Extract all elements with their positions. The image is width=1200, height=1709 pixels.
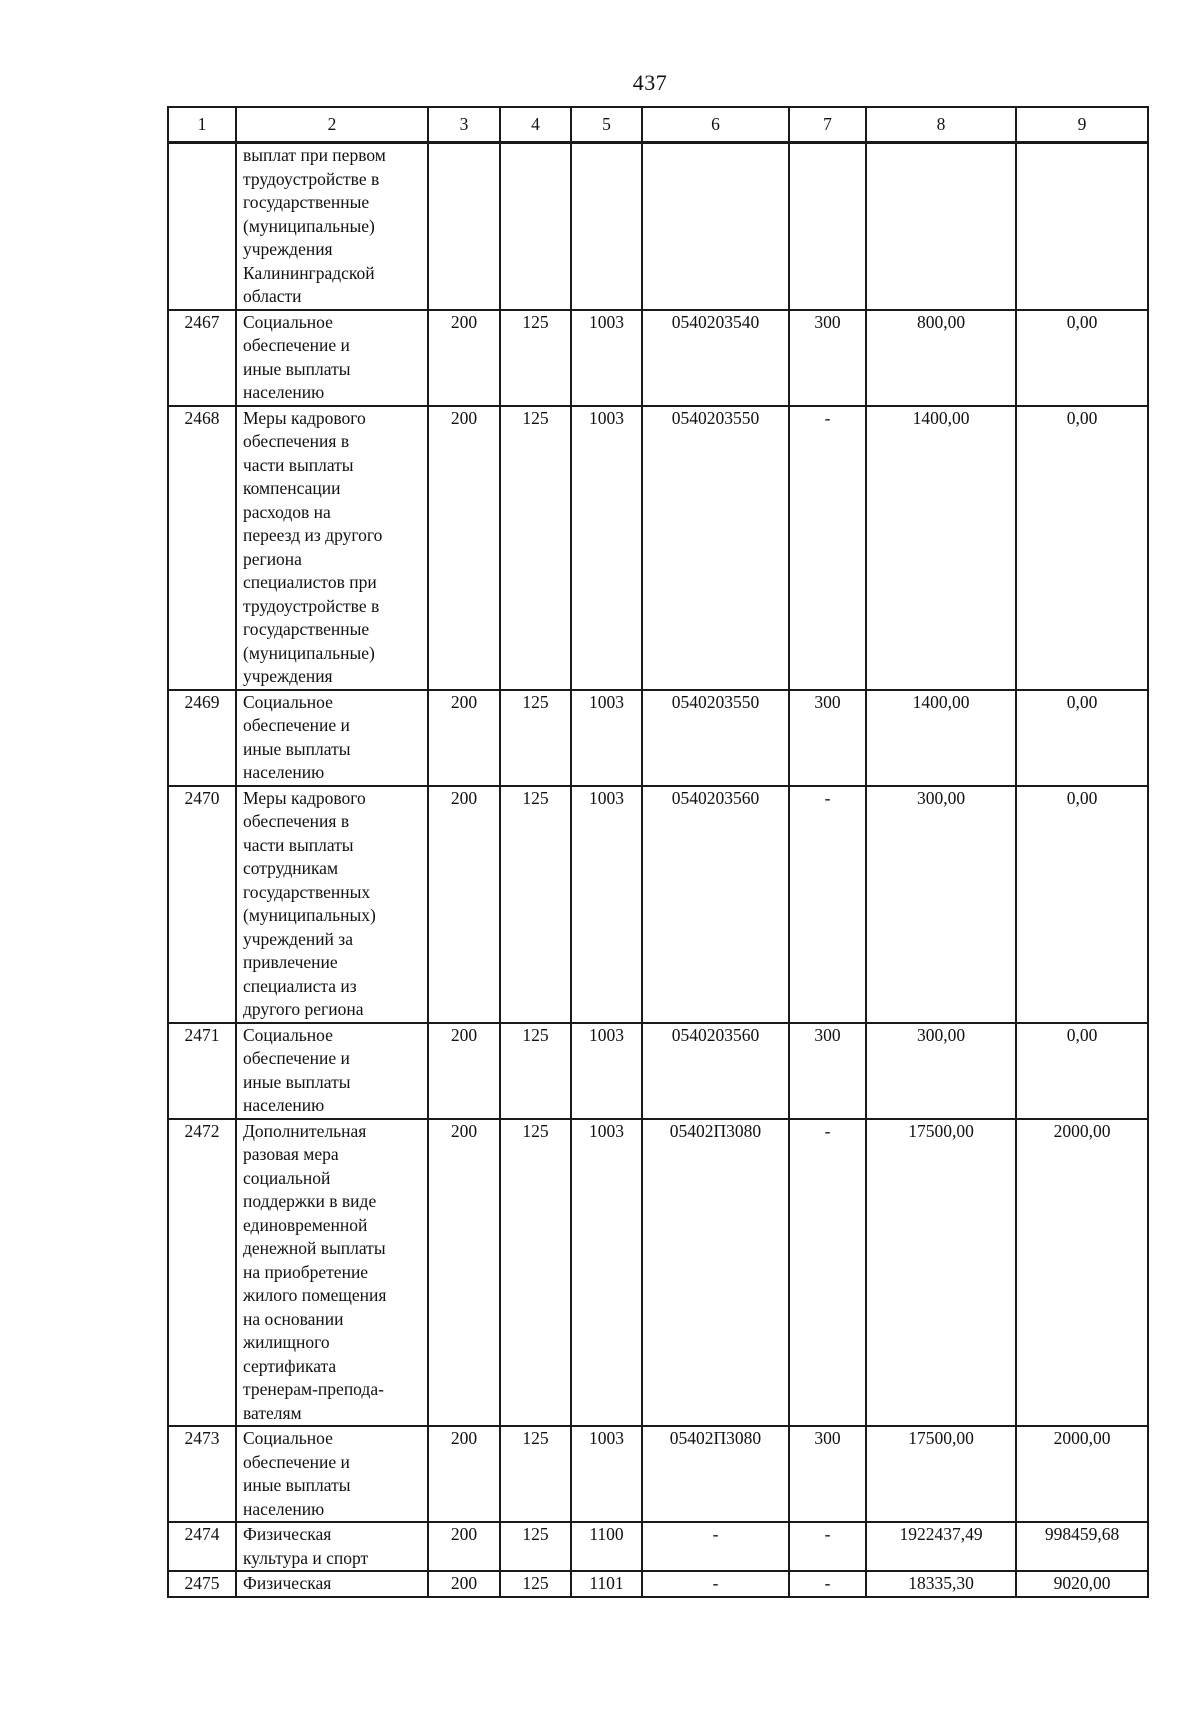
row-col-4: 125 — [500, 786, 571, 1023]
row-name: Социальное обеспечение и иные выплаты населению — [236, 690, 428, 786]
row-col-8: 18335,30 — [866, 1571, 1016, 1597]
header-col-6: 6 — [642, 107, 789, 143]
row-col-3: 200 — [428, 1571, 500, 1597]
row-col-7: - — [789, 786, 866, 1023]
table-header-row — [168, 107, 1148, 143]
row-col-6: 05402П3080 — [642, 1119, 789, 1427]
row-col-9: 998459,68 — [1016, 1522, 1148, 1571]
row-col-5: 1101 — [571, 1571, 642, 1597]
row-number: 2471 — [168, 1023, 236, 1119]
header-col-4: 4 — [500, 107, 571, 143]
table-row — [168, 786, 1148, 1023]
row-col-5: 1003 — [571, 1023, 642, 1119]
row-col-7: 300 — [789, 1023, 866, 1119]
budget-table — [167, 106, 1149, 1598]
row-col-8: 300,00 — [866, 1023, 1016, 1119]
row-col-4: 125 — [500, 1571, 571, 1597]
row-col-6: - — [642, 1571, 789, 1597]
row-col-9: 0,00 — [1016, 1023, 1148, 1119]
row-col-3: 200 — [428, 690, 500, 786]
row-col-5: 1003 — [571, 1119, 642, 1427]
row-col-7: - — [789, 406, 866, 690]
table-row — [168, 143, 1148, 310]
row-col-3: 200 — [428, 786, 500, 1023]
row-col-4: 125 — [500, 1522, 571, 1571]
row-col-7: - — [789, 1522, 866, 1571]
row-col-6: 0540203550 — [642, 406, 789, 690]
row-col-5: 1100 — [571, 1522, 642, 1571]
row-name: Физическая — [236, 1571, 428, 1597]
row-number: 2474 — [168, 1522, 236, 1571]
row-col-6: 0540203560 — [642, 786, 789, 1023]
row-col-9: 0,00 — [1016, 406, 1148, 690]
row-number: 2472 — [168, 1119, 236, 1427]
row-col-3: 200 — [428, 1119, 500, 1427]
row-col-3: 200 — [428, 1522, 500, 1571]
row-col-8: 17500,00 — [866, 1426, 1016, 1522]
row-col-3: 200 — [428, 1426, 500, 1522]
table-row — [168, 1023, 1148, 1119]
row-col-4: 125 — [500, 690, 571, 786]
row-col-8: 1400,00 — [866, 690, 1016, 786]
row-col-6: 0540203560 — [642, 1023, 789, 1119]
row-col-3 — [428, 143, 500, 310]
row-col-6: 0540203550 — [642, 690, 789, 786]
row-col-4: 125 — [500, 1426, 571, 1522]
header-col-3: 3 — [428, 107, 500, 143]
row-name: Меры кадрового обеспечения в части выплаты компенсации расходов на переезд из другого региона специалистов при трудоустройстве в государственные (муниципальные) учреждения — [236, 406, 428, 690]
row-name: Социальное обеспечение и иные выплаты населению — [236, 310, 428, 406]
row-col-5: 1003 — [571, 690, 642, 786]
row-number: 2473 — [168, 1426, 236, 1522]
row-col-5: 1003 — [571, 1426, 642, 1522]
row-number: 2469 — [168, 690, 236, 786]
table-row — [168, 690, 1148, 786]
row-number: 2470 — [168, 786, 236, 1023]
row-col-8: 17500,00 — [866, 1119, 1016, 1427]
row-number: 2467 — [168, 310, 236, 406]
row-col-9: 9020,00 — [1016, 1571, 1148, 1597]
row-col-8: 1400,00 — [866, 406, 1016, 690]
row-col-6: 0540203540 — [642, 310, 789, 406]
table-row — [168, 1426, 1148, 1522]
row-col-7: 300 — [789, 690, 866, 786]
header-col-5: 5 — [571, 107, 642, 143]
row-name: Меры кадрового обеспечения в части выплаты сотрудникам государственных (муниципальных) учреждений за привлечение специалиста из другого региона — [236, 786, 428, 1023]
row-col-9: 2000,00 — [1016, 1426, 1148, 1522]
row-col-6: - — [642, 1522, 789, 1571]
page-number: 437 — [632, 70, 668, 95]
row-name: Социальное обеспечение и иные выплаты населению — [236, 1426, 428, 1522]
row-col-9: 0,00 — [1016, 310, 1148, 406]
row-col-7: - — [789, 1571, 866, 1597]
header-col-9: 9 — [1016, 107, 1148, 143]
row-col-5 — [571, 143, 642, 310]
header-col-7: 7 — [789, 107, 866, 143]
table-row — [168, 1571, 1148, 1597]
row-name: выплат при первом трудоустройстве в государственные (муниципальные) учреждения Калининградской области — [236, 143, 428, 310]
header-col-8: 8 — [866, 107, 1016, 143]
row-col-9: 2000,00 — [1016, 1119, 1148, 1427]
row-col-4: 125 — [500, 1119, 571, 1427]
row-col-8 — [866, 143, 1016, 310]
header-col-2: 2 — [236, 107, 428, 143]
row-col-5: 1003 — [571, 310, 642, 406]
row-col-9: 0,00 — [1016, 690, 1148, 786]
row-number: 2468 — [168, 406, 236, 690]
table-row — [168, 1119, 1148, 1427]
row-col-3: 200 — [428, 310, 500, 406]
header-col-1: 1 — [168, 107, 236, 143]
row-name: Физическая культура и спорт — [236, 1522, 428, 1571]
row-col-3: 200 — [428, 1023, 500, 1119]
row-col-4 — [500, 143, 571, 310]
row-col-9: 0,00 — [1016, 786, 1148, 1023]
row-number — [168, 143, 236, 310]
row-col-5: 1003 — [571, 786, 642, 1023]
row-col-8: 1922437,49 — [866, 1522, 1016, 1571]
row-number: 2475 — [168, 1571, 236, 1597]
row-col-8: 300,00 — [866, 786, 1016, 1023]
row-col-3: 200 — [428, 406, 500, 690]
row-col-7: 300 — [789, 1426, 866, 1522]
row-col-7: - — [789, 1119, 866, 1427]
row-name: Социальное обеспечение и иные выплаты населению — [236, 1023, 428, 1119]
row-col-8: 800,00 — [866, 310, 1016, 406]
table-row — [168, 310, 1148, 406]
table-row — [168, 1522, 1148, 1571]
table-row — [168, 406, 1148, 690]
row-col-4: 125 — [500, 406, 571, 690]
row-col-9 — [1016, 143, 1148, 310]
row-col-6: 05402П3080 — [642, 1426, 789, 1522]
row-name: Дополнительная разовая мера социальной поддержки в виде единовременной денежной выплаты на приобретение жилого помещения на основании жилищного сертификата тренерам-препода- вателям — [236, 1119, 428, 1427]
row-col-7 — [789, 143, 866, 310]
row-col-4: 125 — [500, 1023, 571, 1119]
row-col-4: 125 — [500, 310, 571, 406]
row-col-6 — [642, 143, 789, 310]
row-col-7: 300 — [789, 310, 866, 406]
row-col-5: 1003 — [571, 406, 642, 690]
